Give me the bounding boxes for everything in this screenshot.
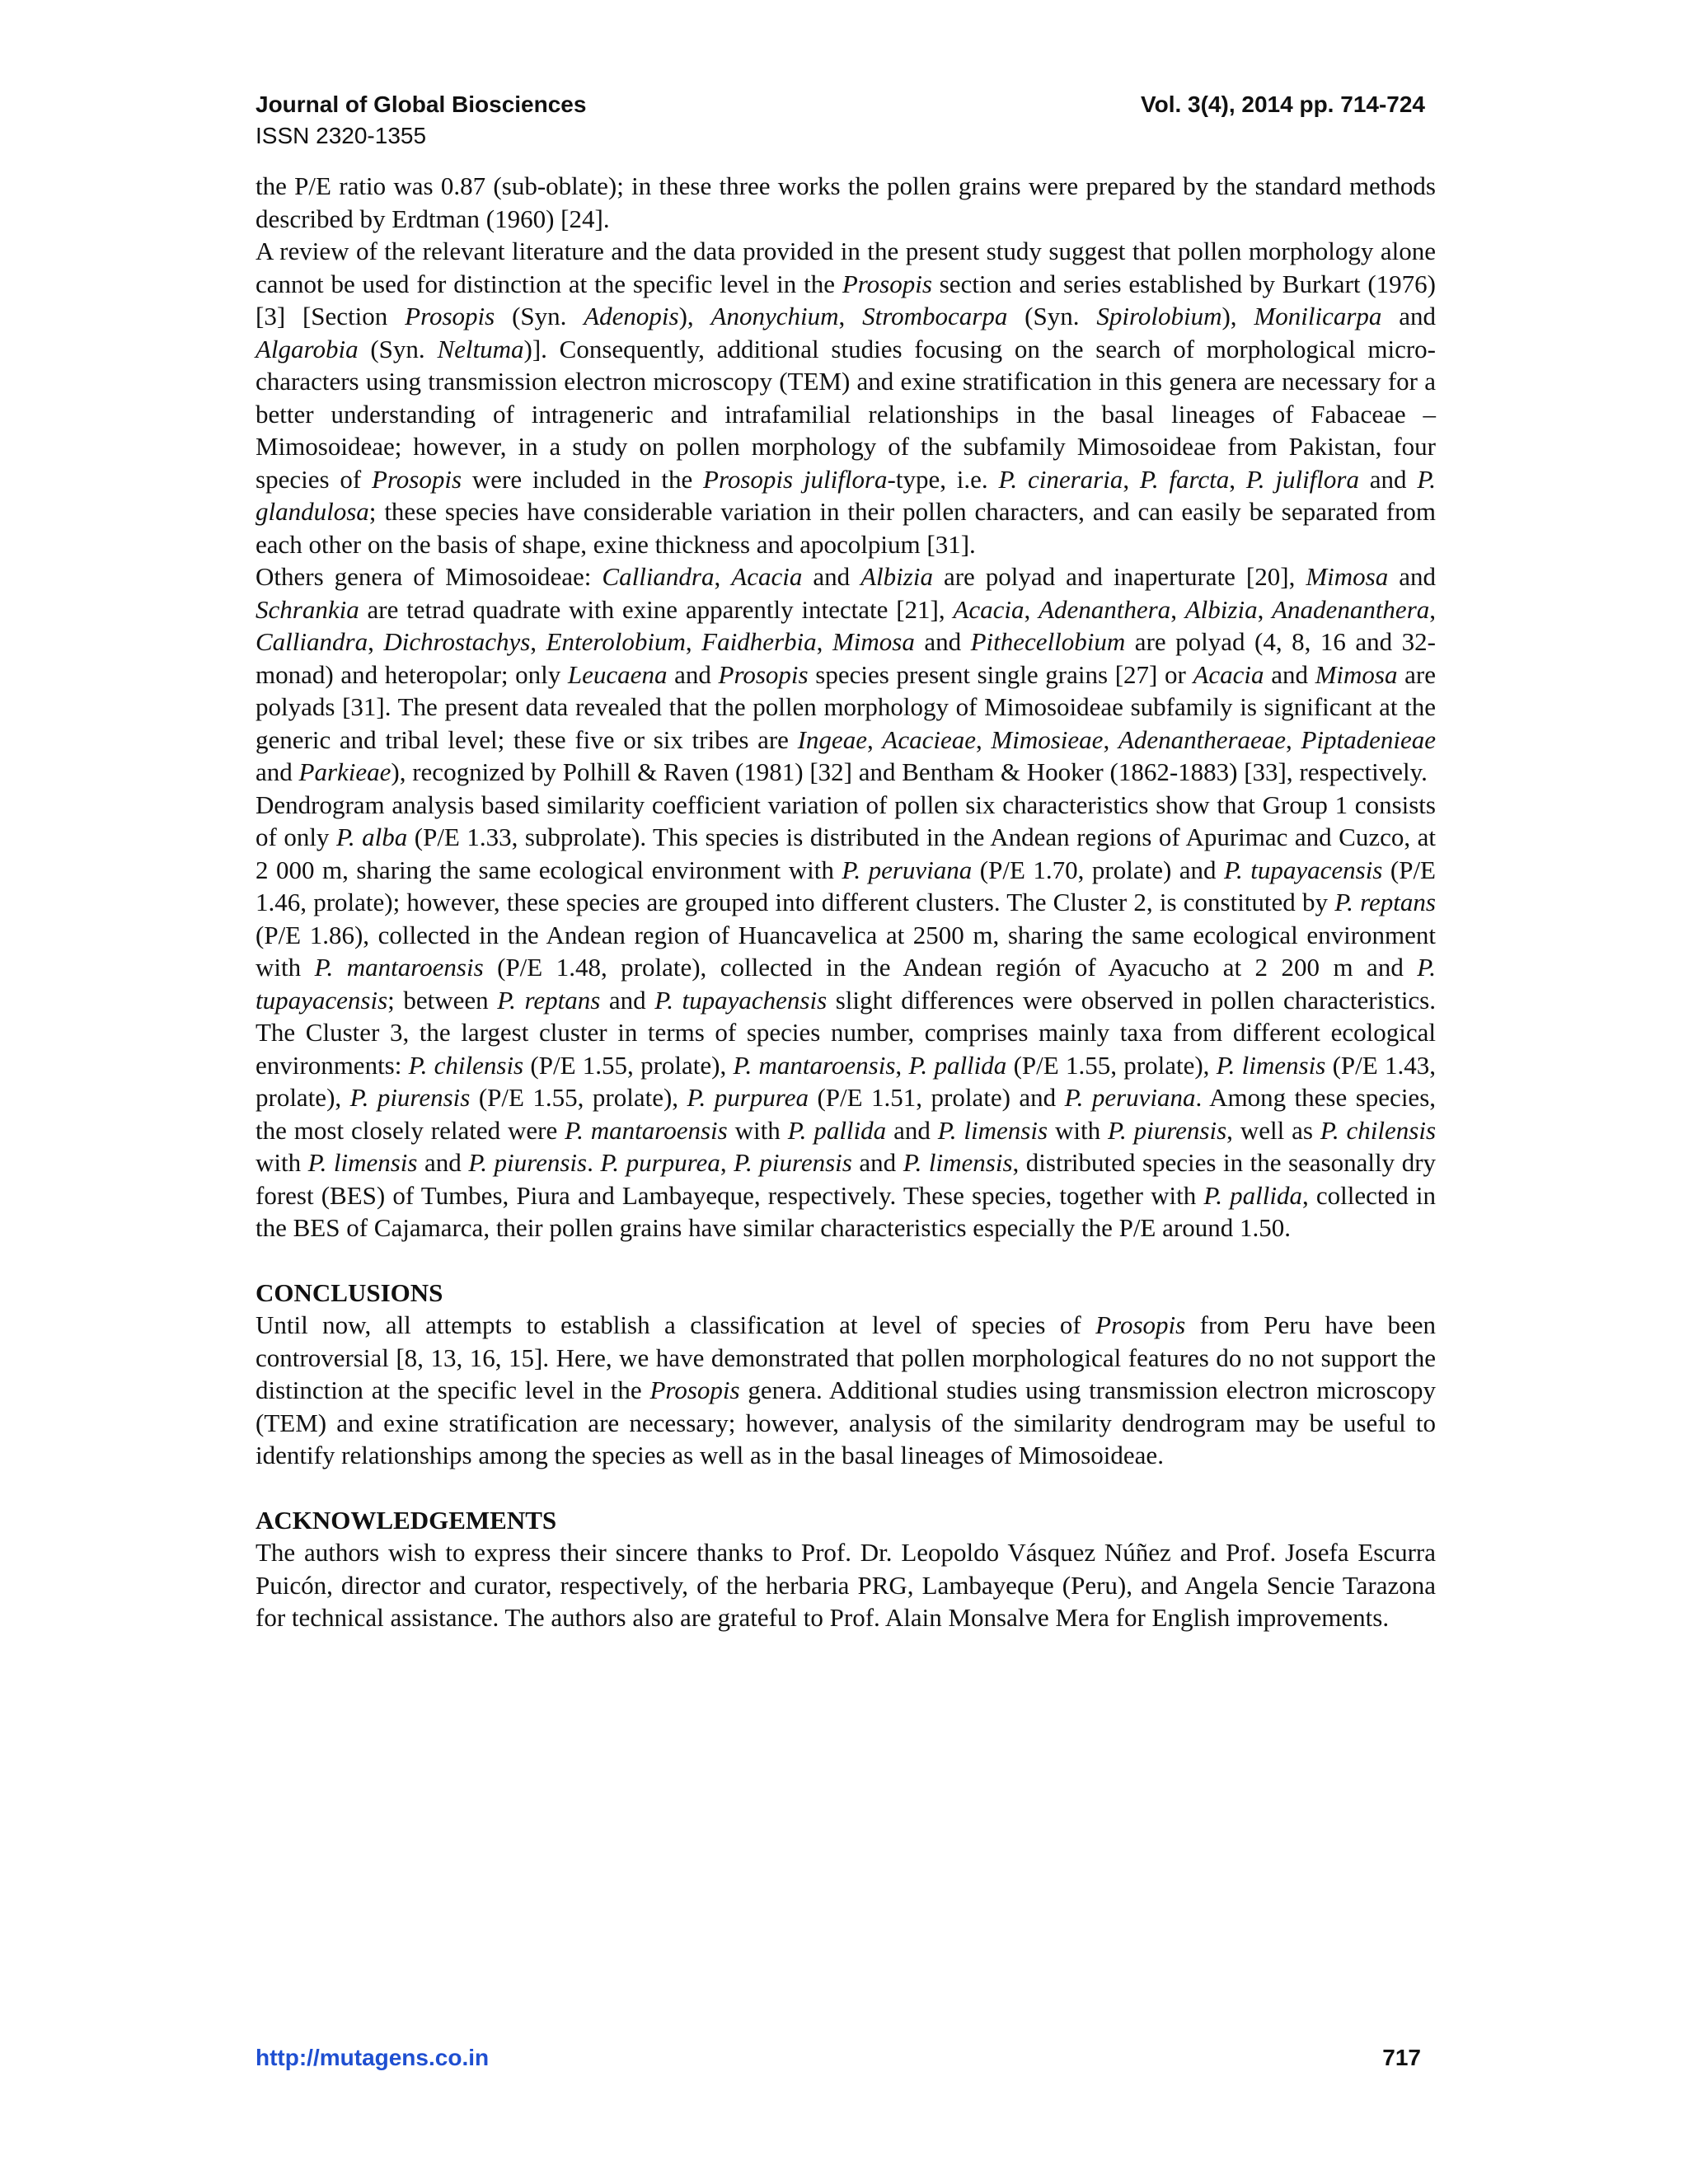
text-run: , — [1103, 724, 1118, 754]
text-run: (P/E 1.55, prolate), — [470, 1083, 687, 1112]
italic-text: P. juliflora — [1245, 464, 1359, 494]
text-run: (P/E 1.48, prolate), collected in the Andean región of Ayacucho at 2 200 m and — [483, 953, 1418, 982]
acknowledgements-heading: ACKNOWLEDGEMENTS — [256, 1505, 557, 1535]
text-run: section and series established by Burkart (1976) [3] [Section — [256, 269, 1436, 330]
text-run: ; between — [387, 985, 498, 1015]
journal-website-link[interactable]: http://mutagens.co.in — [256, 2045, 490, 2070]
text-run: Others genera of Mimosoideae: — [256, 562, 603, 591]
italic-text: Acacieae — [882, 724, 976, 754]
italic-text: Enterolobium — [546, 627, 686, 656]
text-run: and — [851, 1148, 903, 1177]
italic-text: Monilicarpa — [1254, 302, 1382, 330]
conclusions-heading: CONCLUSIONS — [256, 1277, 443, 1307]
text-run: (Syn. — [358, 334, 438, 363]
text-run: , — [1229, 464, 1246, 494]
text-run: , — [714, 562, 732, 591]
article-body — [256, 170, 1436, 1634]
italic-text: Strombocarpa — [862, 302, 1008, 330]
text-run: , collected in the BES of Cajamarca, their pollen grains have similar characteristics especially the P/E around 1.50. — [256, 1180, 1436, 1242]
text-run: are polyad and inaperturate [20], — [932, 562, 1306, 591]
text-run: (Syn. — [1007, 302, 1097, 330]
italic-text: Parkieae — [298, 757, 392, 786]
conclusions-paragraph — [256, 1309, 1436, 1472]
italic-text: P. mantaroensis — [314, 953, 484, 982]
italic-text: Mimosieae — [991, 724, 1104, 754]
italic-text: P. cineraria — [998, 464, 1123, 494]
text-run: . — [587, 1148, 601, 1177]
italic-text: P. piurensis — [1108, 1115, 1227, 1145]
text-run: are polyad (4, 8, 16 and 32-monad) and heteropolar; only — [256, 627, 1437, 689]
text-run: , — [1024, 594, 1039, 624]
italic-text: P. tupayachensis — [654, 985, 828, 1015]
text-run: , — [866, 724, 883, 754]
text-run: (P/E 1.70, prolate) and — [972, 855, 1225, 884]
journal-header — [256, 89, 1436, 120]
text-run: , — [975, 724, 992, 754]
section-gap — [256, 1244, 1436, 1277]
body-paragraph — [256, 170, 1436, 235]
italic-text: P. limensis — [307, 1148, 418, 1177]
text-run: , — [1429, 594, 1437, 624]
italic-text: Calliandra — [256, 627, 368, 656]
text-run: (P/E 1.51, prolate) and — [808, 1083, 1065, 1112]
text-run: and — [600, 985, 655, 1015]
text-run: and — [886, 1115, 938, 1145]
text-run: , — [1257, 594, 1273, 624]
text-run: and — [667, 659, 719, 689]
italic-text: P. mantaroensis — [733, 1050, 896, 1080]
text-run: , — [368, 627, 384, 656]
italic-text: P. alba — [335, 823, 408, 851]
text-run: and — [802, 562, 861, 591]
italic-text: Albizia — [860, 562, 933, 591]
journal-issn: ISSN 2320-1355 — [256, 123, 427, 148]
body-paragraph — [256, 235, 1436, 560]
italic-text: P. limensis — [903, 1148, 1013, 1177]
italic-text: P. limensis — [937, 1115, 1048, 1145]
text-run: with — [256, 1148, 308, 1177]
text-run: Dendrogram analysis based similarity coefficient variation of pollen six characteristics show that Group 1 consists of only — [256, 790, 1436, 851]
italic-text: Adenanthera — [1039, 594, 1171, 624]
text-run: , — [816, 627, 832, 656]
text-run: , — [895, 1050, 909, 1080]
body-paragraph — [256, 789, 1436, 1244]
text-run: , distributed species in the seasonally dry forest (BES) of Tumbes, Piura and Lambayeque, respectively. These species, together with — [256, 1148, 1437, 1210]
italic-text: Prosopis — [405, 302, 495, 330]
text-run: ), — [1221, 302, 1254, 330]
italic-text: Dichrostachys — [383, 627, 531, 656]
italic-text: P. piurensis — [349, 1083, 471, 1112]
italic-text: P. mantaroensis — [565, 1115, 728, 1145]
italic-text: Algarobia — [256, 334, 359, 363]
text-run: , — [530, 627, 546, 656]
italic-text: Mimosa — [1306, 562, 1389, 591]
italic-text: P. chilensis — [408, 1050, 524, 1080]
journal-volume: Vol. 3(4), 2014 pp. 714-724 — [1141, 91, 1425, 117]
italic-text: Prosopis — [842, 269, 932, 298]
italic-text: Ingeae — [797, 724, 867, 754]
italic-text: P. peruviana — [1064, 1083, 1196, 1112]
text-run: (P/E 1.43, prolate), — [256, 1050, 1436, 1112]
text-run: and — [256, 757, 299, 786]
italic-text: P. pallida — [1203, 1180, 1302, 1210]
italic-text: Anadenanthera — [1272, 594, 1430, 624]
text-run: and — [914, 627, 971, 656]
body-paragraph — [256, 560, 1436, 789]
italic-text: Adenantheraeae — [1118, 724, 1287, 754]
text-run: and — [417, 1148, 469, 1177]
text-run: , — [685, 627, 702, 656]
journal-title: Journal of Global Biosciences — [256, 91, 587, 117]
text-run: A review of the relevant literature and the data provided in the present study suggest that pollen morphology alone cannot be used for distinction at the specific level in the — [256, 237, 1436, 298]
text-run: , well as — [1226, 1115, 1320, 1145]
page-footer — [256, 2042, 1421, 2074]
text-run: . Among these species, the most closely related were — [256, 1083, 1437, 1145]
text-run: from Peru have been controversial [8, 13, 16, 15]. Here, we have demonstrated that pollen morphological features do no not support the distinction at the specific level in the — [256, 1310, 1437, 1404]
italic-text: Calliandra — [602, 562, 715, 591]
italic-text: Adenopis — [584, 302, 679, 330]
text-run: genera. Additional studies using transmission electron microscopy (TEM) and exine stratification are necessary; however, analysis of the similarity dendrogram may be useful to identify relationships among the species as well as in the basal lineages of Mimosoideae. — [256, 1376, 1436, 1469]
italic-text: P. tupayacensis — [1224, 855, 1383, 884]
text-run: and — [1264, 659, 1315, 689]
italic-text: Prosopis — [718, 659, 809, 689]
italic-text: P. farcta — [1139, 464, 1230, 494]
text-run: were included in the — [462, 464, 704, 494]
italic-text: P. piurensis — [734, 1148, 852, 1177]
italic-text: Spirolobium — [1096, 302, 1222, 330]
text-run: and — [1381, 302, 1437, 330]
italic-text: Mimosa — [1315, 659, 1398, 689]
italic-text: P. piurensis — [468, 1148, 588, 1177]
page-number: 717 — [1382, 2045, 1421, 2070]
italic-text: P. chilensis — [1320, 1115, 1437, 1145]
text-run: species present single grains [27] or — [808, 659, 1193, 689]
text-run: ; these species have considerable variation in their pollen characters, and can easily be separated from each other on the basis of shape, exine thickness and apocolpium [31]. — [256, 497, 1436, 559]
text-run: with — [727, 1115, 788, 1145]
text-run: are tetrad quadrate with exine apparently intectate [21], — [359, 594, 954, 624]
italic-text: Prosopis — [1095, 1310, 1186, 1339]
text-run: (P/E 1.55, prolate), — [1006, 1050, 1217, 1080]
text-run: , — [1286, 724, 1301, 754]
section-gap — [256, 1472, 1436, 1504]
italic-text: Prosopis — [371, 464, 462, 494]
italic-text: P. reptans — [497, 985, 601, 1015]
text-run: (P/E 1.33, subprolate). This species is distributed in the Andean regions of Apurimac and Cuzco, at 2 000 m, sharing the same ecological environment with — [256, 823, 1436, 884]
italic-text: Piptadenieae — [1301, 724, 1437, 754]
text-run: and — [1388, 562, 1436, 591]
italic-text: Acacia — [1193, 659, 1264, 689]
text-run: slight differences were observed in pollen characteristics. The Cluster 3, the largest cluster in terms of species number, comprises mainly taxa from different ecological environments: — [256, 985, 1437, 1080]
italic-text: P. tupayacensis — [256, 953, 1436, 1015]
text-run: The authors wish to express their sincere thanks to Prof. Dr. Leopoldo Vásquez Núñez and Prof. Josefa Escurra Puicón, director and curator, respectively, of the herbaria PRG, Lambayeque (Peru), and Angela Sencie Tarazona for technical assistance. The authors also are grateful to Prof. Alain Monsalve Mera for English improvements. — [256, 1538, 1436, 1632]
text-run: , — [838, 302, 863, 330]
text-run: , — [1170, 594, 1185, 624]
text-run: with — [1048, 1115, 1109, 1145]
italic-text: P. glandulosa — [256, 464, 1437, 526]
italic-text: P. purpurea — [687, 1083, 809, 1112]
italic-text: Albizia — [1184, 594, 1258, 624]
page — [256, 89, 1436, 1634]
italic-text: Schrankia — [256, 594, 359, 624]
text-run: )]. Consequently, additional studies focusing on the search of morphological micro-characters using transmission electron microscopy (TEM) and exine stratification in this genera are necessary for a better understanding of intrageneric and intrafamilial relationships in the basal lineages of Fabaceae – Mimosoideae; however, in a study on pollen morphology of the subfamily Mimosoideae from Pakistan, four species of — [256, 334, 1436, 494]
italic-text: P. pallida — [787, 1115, 887, 1145]
text-run: -type, i.e. — [887, 464, 999, 494]
italic-text: Prosopis — [649, 1376, 740, 1404]
acknowledgements-paragraph — [256, 1536, 1436, 1634]
italic-text: Acacia — [731, 562, 803, 591]
italic-text: P. pallida — [908, 1050, 1007, 1080]
text-run: (P/E 1.86), collected in the Andean region of Huancavelica at 2500 m, sharing the same ecological environment with — [256, 920, 1436, 982]
text-run: , — [1123, 464, 1140, 494]
text-run: (Syn. — [495, 302, 584, 330]
text-run: ), — [678, 302, 711, 330]
text-run: (P/E 1.55, prolate), — [523, 1050, 734, 1080]
italic-text: Neltuma — [437, 334, 524, 363]
text-run: , — [720, 1148, 734, 1177]
text-run: and — [1358, 464, 1418, 494]
italic-text: Mimosa — [832, 627, 915, 656]
text-run: are polyads [31]. The present data revealed that the pollen morphology of Mimosoideae subfamily is significant at the generic and tribal level; these five or six tribes are — [256, 659, 1436, 754]
text-run: Until now, all attempts to establish a classification at level of species of — [256, 1310, 1096, 1339]
italic-text: Acacia — [953, 594, 1025, 624]
italic-text: Pithecellobium — [970, 627, 1126, 656]
italic-text: Prosopis juliflora — [703, 464, 888, 494]
italic-text: P. reptans — [1334, 888, 1436, 916]
italic-text: Faidherbia — [701, 627, 817, 656]
italic-text: Leucaena — [567, 659, 668, 689]
italic-text: P. peruviana — [842, 855, 973, 884]
text-run: (P/E 1.46, prolate); however, these species are grouped into different clusters. The Cluster 2, is constituted by — [256, 855, 1436, 916]
italic-text: P. limensis — [1216, 1050, 1326, 1080]
text-run: ), recognized by Polhill & Raven (1981) [32] and Bentham & Hooker (1862-1883) [33], respectively. — [391, 757, 1428, 786]
italic-text: P. purpurea — [600, 1148, 720, 1177]
italic-text: Anonychium — [710, 302, 839, 330]
text-run: the P/E ratio was 0.87 (sub-oblate); in these three works the pollen grains were prepared by the standard methods described by Erdtman (1960) [24]. — [256, 171, 1436, 233]
